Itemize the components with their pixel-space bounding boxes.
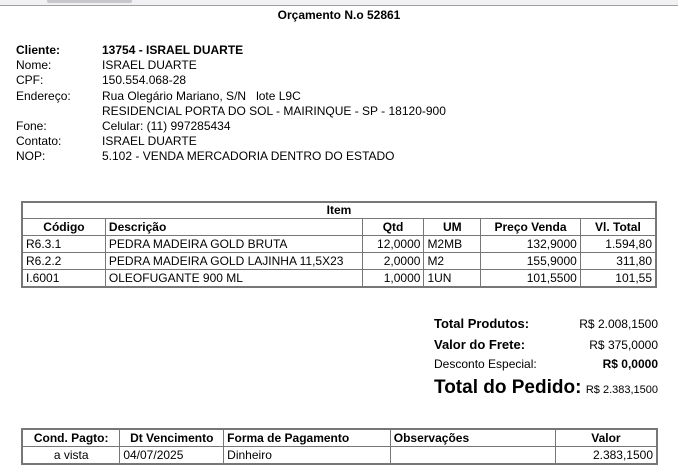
table-row (22, 447, 657, 465)
col-header-cond-pagto: Cond. Pagto: (22, 429, 120, 447)
cell-vl-total: 311,80 (580, 253, 656, 270)
valor-frete-row (434, 337, 658, 357)
cell-um: M2 (424, 253, 481, 270)
field-value: ISRAEL DUARTE (102, 134, 197, 149)
col-header-observacoes: Observações (390, 429, 555, 447)
total-produtos-value: R$ 2.008,1500 (579, 317, 658, 331)
valor-frete-label: Valor do Frete: (434, 337, 526, 352)
col-header-codigo: Código (22, 219, 105, 236)
col-header-forma-pagamento: Forma de Pagamento (224, 429, 391, 447)
desconto-especial-label: Desconto Especial: (434, 357, 537, 371)
client-row-cliente (16, 43, 446, 58)
cell-qtd: 1,0000 (362, 270, 424, 288)
items-table (21, 201, 657, 288)
browser-top-bar (0, 0, 678, 6)
cell-descricao: PEDRA MADEIRA GOLD BRUTA (105, 236, 362, 253)
cell-valor: 2.383,1500 (555, 447, 657, 465)
cell-qtd: 12,0000 (362, 236, 424, 253)
cell-um: 1UN (424, 270, 481, 288)
field-label: Contato: (16, 134, 62, 149)
cell-qtd: 2,0000 (362, 253, 424, 270)
field-value: 150.554.068-28 (102, 73, 187, 88)
field-label: CPF: (16, 73, 44, 88)
cell-codigo: R6.3.1 (22, 236, 105, 253)
col-header-um: UM (424, 219, 481, 236)
field-value: 5.102 - VENDA MERCADORIA DENTRO DO ESTADO (102, 149, 395, 164)
cell-observacoes (390, 447, 555, 465)
total-pedido-value: R$ 2.383,1500 (585, 384, 658, 396)
total-pedido-label: Total do Pedido: (434, 377, 582, 398)
cell-cond-pagto: a vista (22, 447, 120, 465)
cell-codigo: R6.2.2 (22, 253, 105, 270)
client-info (16, 43, 446, 165)
col-header-dt-vencimento: Dt Vencimento (120, 429, 224, 447)
cell-vl-total: 101,55 (580, 270, 656, 288)
client-row-fone (16, 119, 446, 134)
field-label: Cliente: (16, 43, 61, 57)
client-row-contato (16, 134, 446, 149)
table-row (22, 236, 656, 253)
cell-forma-pagamento: Dinheiro (224, 447, 391, 465)
field-value: 13754 - ISRAEL DUARTE (102, 43, 244, 57)
document-title: Orçamento N.o 52861 (277, 8, 401, 22)
desconto-especial-value: R$ 0,0000 (602, 357, 658, 371)
cell-descricao: OLEOFUGANTE 900 ML (105, 270, 362, 288)
cell-descricao: PEDRA MADEIRA GOLD LAJINHA 11,5X23 (105, 253, 362, 270)
cell-preco-venda: 155,9000 (481, 253, 581, 270)
total-pedido-row (434, 377, 658, 399)
table-row (22, 253, 656, 270)
horizontal-scrollbar-thumb[interactable] (47, 0, 132, 3)
items-caption: Item (22, 202, 656, 219)
items-header-row (22, 219, 656, 236)
client-row-nome (16, 58, 446, 73)
client-row-endereco-2 (16, 104, 446, 119)
col-header-vl-total: Vl. Total (580, 219, 656, 236)
field-label: NOP: (16, 149, 46, 164)
field-label (16, 104, 102, 119)
field-label: Fone: (16, 119, 47, 134)
field-label: Nome: (16, 58, 52, 73)
field-value: ISRAEL DUARTE (102, 58, 197, 73)
col-header-valor: Valor (555, 429, 657, 447)
payment-header-row (22, 429, 657, 447)
col-header-qtd: Qtd (362, 219, 424, 236)
client-row-cpf (16, 73, 446, 88)
totals-block (434, 316, 658, 399)
desconto-especial-row (434, 357, 658, 377)
field-value: Celular: (11) 997285434 (102, 119, 231, 134)
cell-um: M2MB (424, 236, 481, 253)
payment-table (21, 428, 658, 465)
cell-preco-venda: 101,5500 (481, 270, 581, 288)
valor-frete-value: R$ 375,0000 (589, 338, 658, 352)
field-value: RESIDENCIAL PORTA DO SOL - MAIRINQUE - SP - 18120-900 (102, 103, 446, 118)
field-value: Rua Olegário Mariano, S/N lote L9C (102, 88, 301, 103)
client-row-endereco (16, 89, 446, 104)
cell-vl-total: 1.594,80 (580, 236, 656, 253)
total-produtos-label: Total Produtos: (434, 316, 530, 331)
col-header-descricao: Descrição (105, 219, 362, 236)
table-row (22, 270, 656, 288)
col-header-preco-venda: Preço Venda (481, 219, 581, 236)
cell-codigo: I.6001 (22, 270, 105, 288)
field-label: Endereço: (16, 88, 71, 103)
client-row-nop (16, 149, 446, 164)
total-produtos-row (434, 316, 658, 337)
cell-dt-vencimento: 04/07/2025 (120, 447, 224, 465)
cell-preco-venda: 132,9000 (481, 236, 581, 253)
